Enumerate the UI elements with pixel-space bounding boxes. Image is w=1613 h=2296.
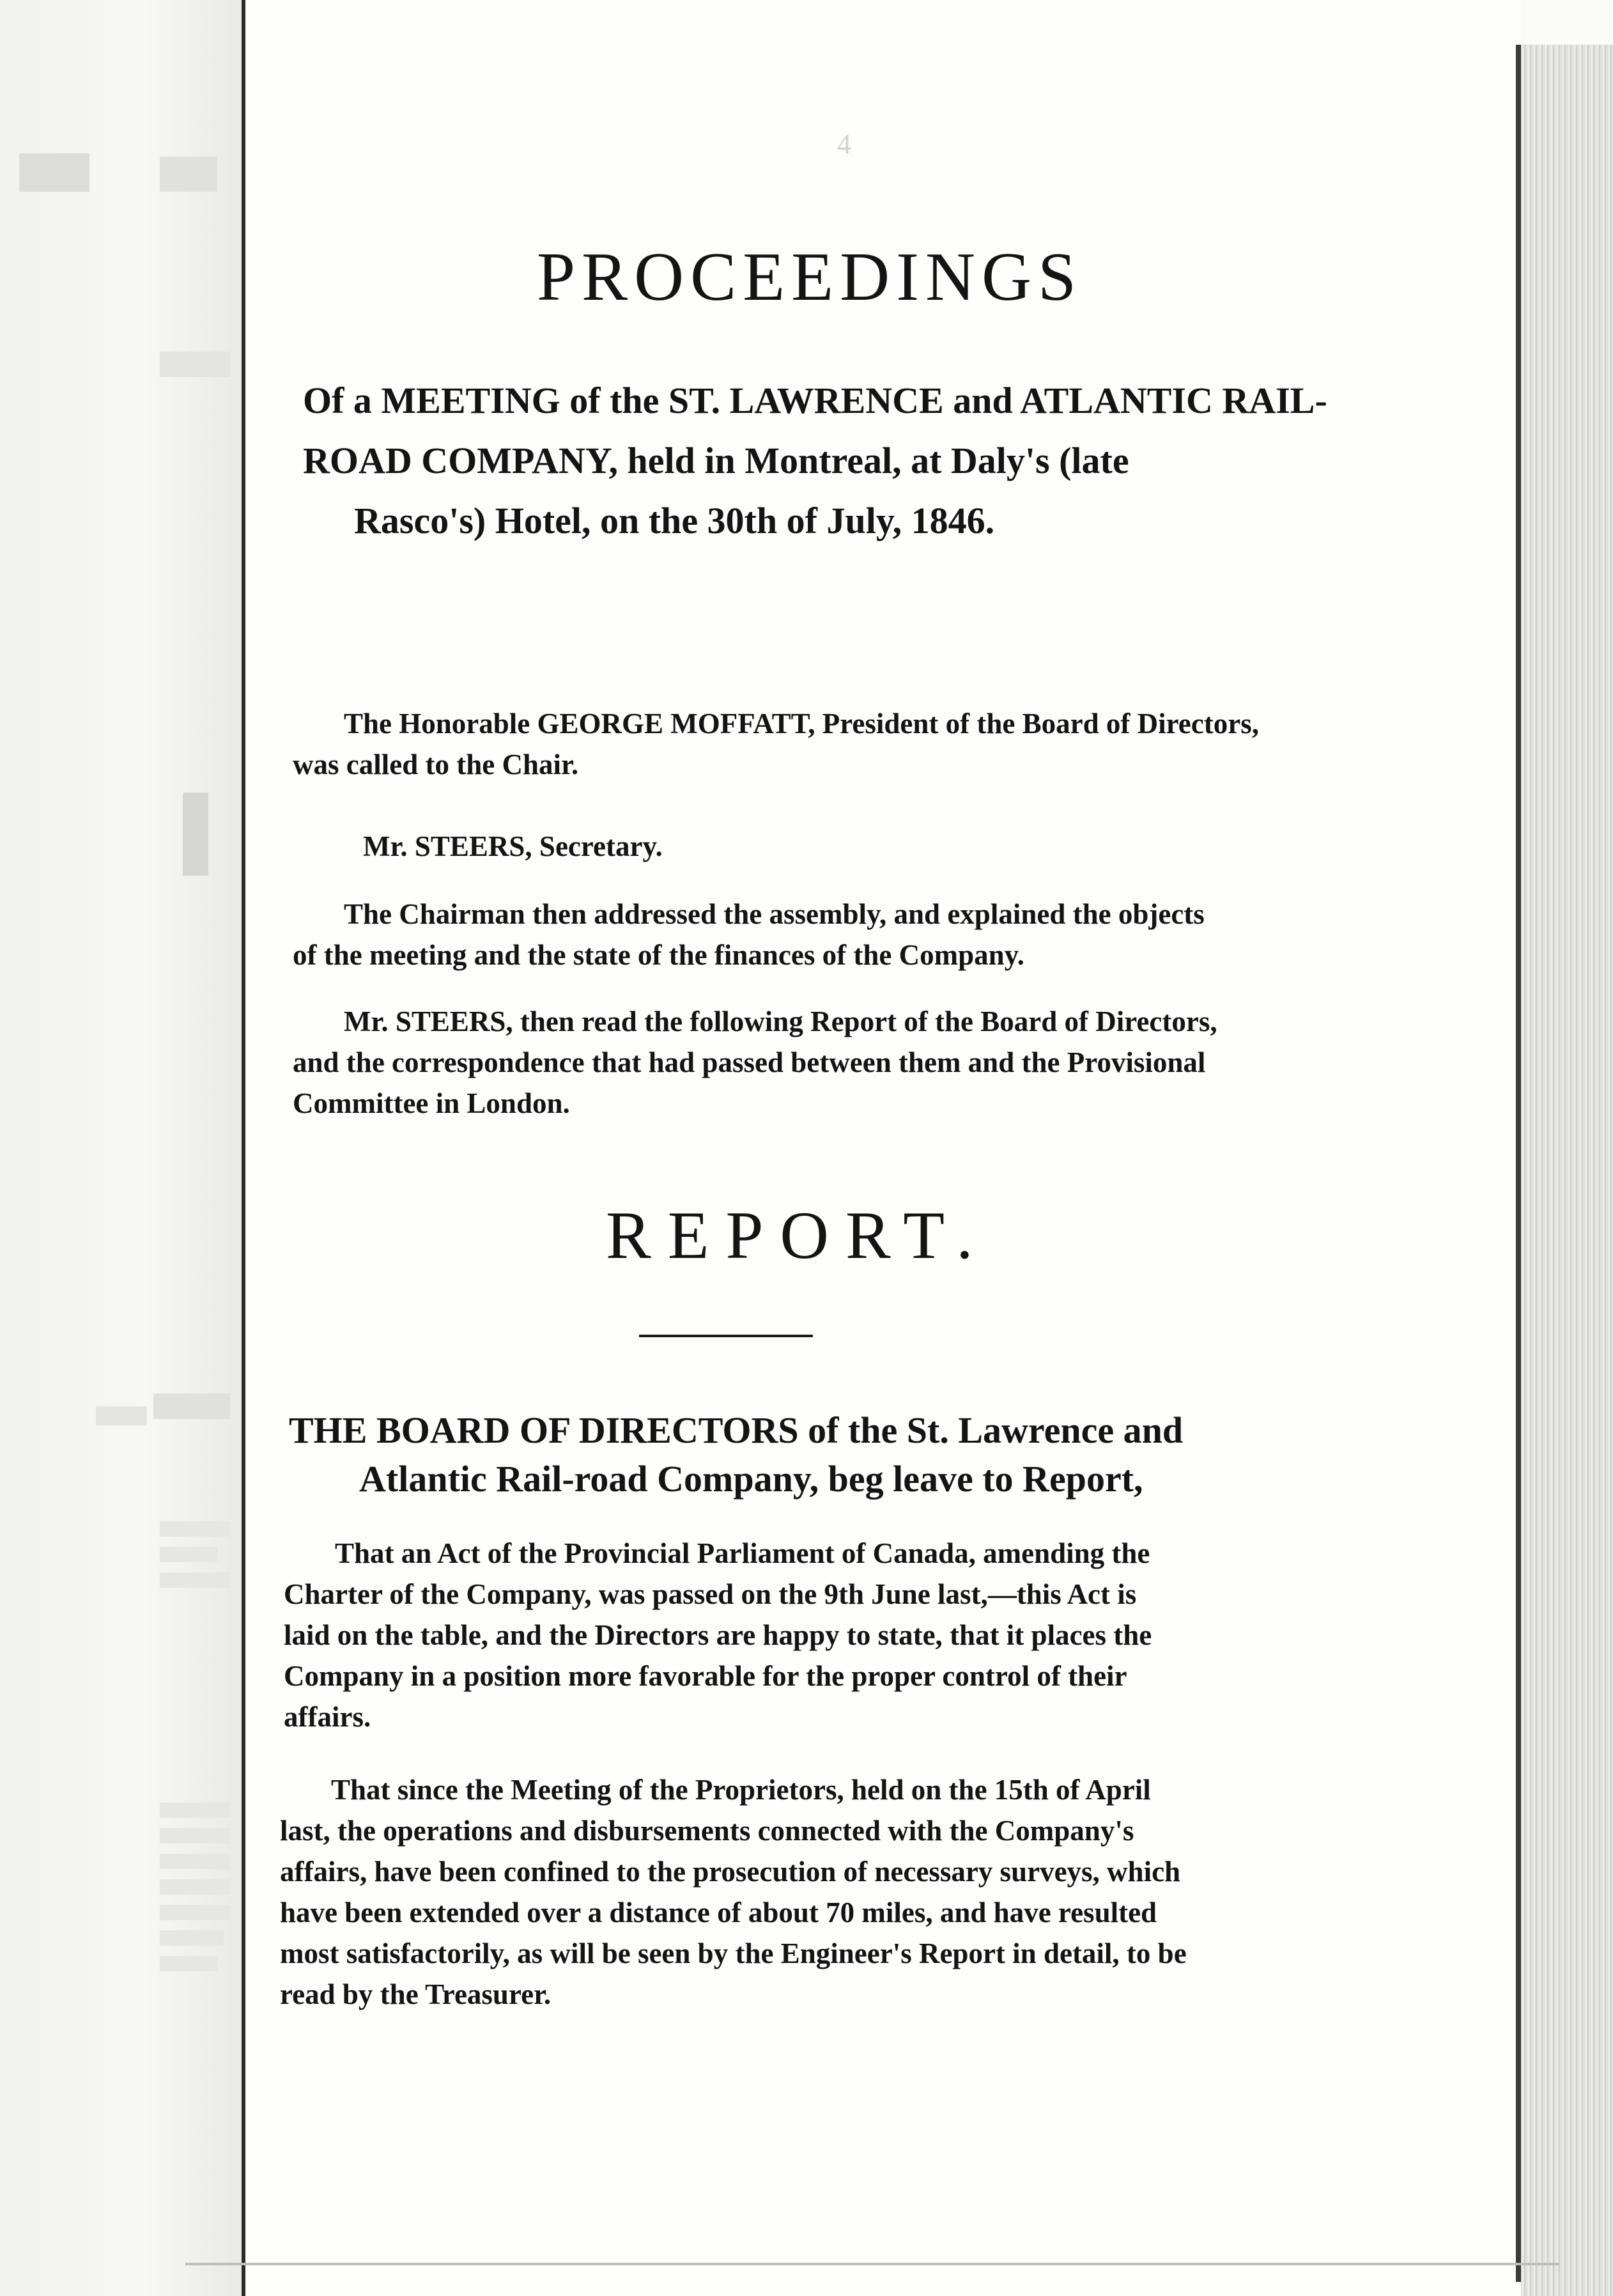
- paragraph-line: That since the Meeting of the Proprietors, held on the 15th of April: [331, 1774, 1151, 1806]
- subtitle-line: ROAD COMPANY, held in Montreal, at Daly's (late: [303, 440, 1129, 481]
- book-page-stack-edge: [1521, 45, 1613, 2296]
- paragraph-line: laid on the table, and the Directors are happy to state, that it places the: [284, 1619, 1152, 1651]
- paragraph-line: Company in a position more favorable for the proper control of their: [284, 1660, 1127, 1692]
- paragraph-line: Mr. STEERS, then read the following Report of the Board of Directors,: [344, 1005, 1217, 1037]
- paragraph-line: That an Act of the Provincial Parliament of Canada, amending the: [335, 1537, 1150, 1569]
- paragraph-report-reading: [293, 1001, 1379, 1124]
- paragraph-line: last, the operations and disbursements connected with the Company's: [280, 1815, 1134, 1847]
- paragraph-line: The Honorable GEORGE MOFFATT, President of the Board of Directors,: [344, 708, 1259, 740]
- facing-page-bleed-through: [0, 0, 242, 2296]
- board-heading-line: Atlantic Rail-road Company, beg leave to Report,: [359, 1458, 1143, 1500]
- paragraph-line: The Chairman then addressed the assembly, and explained the objects: [344, 898, 1205, 930]
- subtitle-line: Of a MEETING of the ST. LAWRENCE and ATLANTIC RAIL-: [303, 380, 1327, 421]
- bleed-through-page-number: 4: [837, 128, 851, 160]
- paragraph-line: was called to the Chair.: [293, 749, 579, 780]
- paragraph-secretary: Mr. STEERS, Secretary.: [363, 830, 663, 862]
- subtitle-line: Rasco's) Hotel, on the 30th of July, 1846.: [354, 500, 995, 541]
- paragraph-chairman-address: [293, 894, 1379, 975]
- paragraph-act-of-parliament: [284, 1533, 1364, 1737]
- board-heading: [289, 1406, 1382, 1503]
- paragraph-line: affairs.: [284, 1701, 371, 1733]
- paragraph-line: have been extended over a distance of about 70 miles, and have resulted: [280, 1897, 1157, 1928]
- paragraph-surveys: [280, 1769, 1360, 2015]
- paragraph-line: and the correspondence that had passed between them and the Provisional: [293, 1046, 1206, 1078]
- paragraph-line: read by the Treasurer.: [280, 1978, 552, 2010]
- page-bottom-edge: [185, 2263, 1559, 2265]
- document-subtitle: [303, 371, 1383, 551]
- document-title: PROCEEDINGS: [537, 239, 1083, 315]
- report-heading: REPORT.: [606, 1198, 990, 1273]
- paragraph-line: of the meeting and the state of the finances of the Company.: [293, 939, 1024, 971]
- paragraph-line: affairs, have been confined to the prosecution of necessary surveys, which: [280, 1856, 1181, 1888]
- section-divider: [639, 1335, 813, 1337]
- paragraph-chair: [293, 703, 1379, 785]
- facing-page-edge: [0, 0, 242, 2296]
- paragraph-line: most satisfactorily, as will be seen by the Engineer's Report in detail, to be: [280, 1937, 1187, 1969]
- board-heading-line: THE BOARD OF DIRECTORS of the St. Lawrence and: [289, 1409, 1184, 1451]
- paragraph-line: Charter of the Company, was passed on the 9th June last,—this Act is: [284, 1578, 1137, 1610]
- paragraph-line: Committee in London.: [293, 1087, 570, 1119]
